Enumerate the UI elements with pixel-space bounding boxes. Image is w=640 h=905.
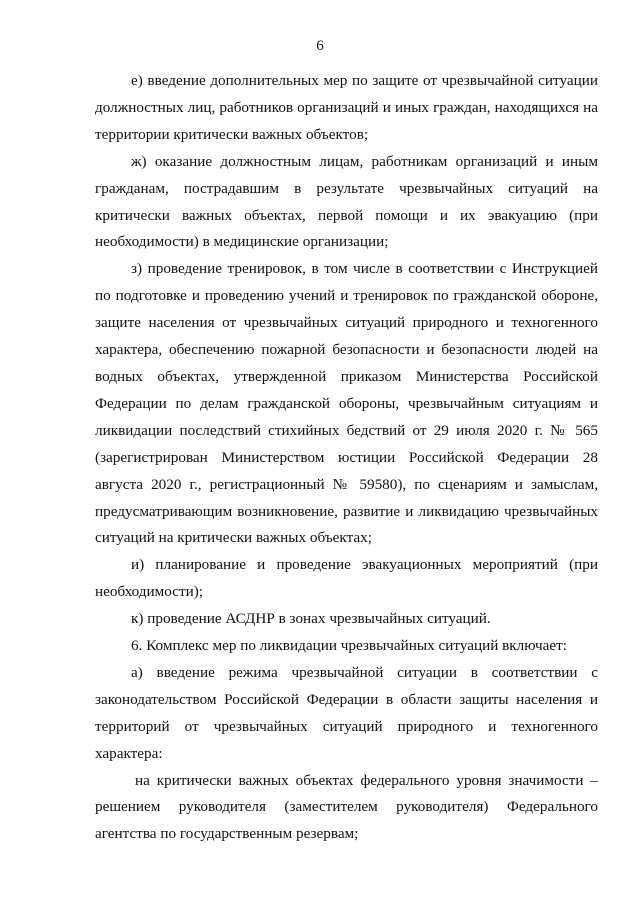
paragraph-zh: ж) оказание должностным лицам, работникам организаций и иным гражданам, пострадавшим в результате чрезвычайных ситуаций на критически важных объектах, первой помощи и их эвакуацию (при необходимости) в медицинские организации; (95, 152, 598, 251)
paragraph-i: и) планирование и проведение эвакуационных мероприятий (при необходимости); (95, 556, 598, 601)
paragraph-e: е) введение дополнительных мер по защите от чрезвычайной ситуации должностных лиц, работников организаций и иных граждан, находящихся на территории критически важных объектов; (95, 72, 598, 143)
paragraph-a: а) введение режима чрезвычайной ситуации в соответствии с законодательством Российской Федерации в области защиты населения и территорий от чрезвычайных ситуаций природного и техногенного характера: (95, 663, 598, 762)
paragraph-federal-level: на критически важных объектах федерального уровня значимости – решением руководителя (заместителем руководителя) Федерального агентства по государственным резервам; (95, 771, 598, 843)
page-number: 6 (316, 38, 324, 54)
paragraph-item-6: 6. Комплекс мер по ликвидации чрезвычайных ситуаций включает: (131, 637, 568, 655)
document-body (95, 68, 598, 848)
paragraph-k: к) проведение АСДНР в зонах чрезвычайных ситуаций. (131, 610, 491, 628)
paragraph-z: з) проведение тренировок, в том числе в соответствии с Инструкцией по подготовке и проведению учений и тренировок по гражданской обороне, защите населения от чрезвычайных ситуаций природного и техногенного характера, обеспечению пожарной безопасности и безопасности людей на водных объектах, утвержденной приказом Министерства Российской Федерации по делам гражданской обороны, чрезвычайным ситуациям и ликвидации последствий стихийных бедствий от 29 июля 2020 г. № 565 (зарегистрирован Министерством юстиции Российской Федерации 28 августа 2020 г., регистрационный № 59580), по сценариям и замыслам, предусматривающим возникновение, развитие и ликвидацию чрезвычайных ситуаций на критически важных объектах; (95, 260, 598, 547)
